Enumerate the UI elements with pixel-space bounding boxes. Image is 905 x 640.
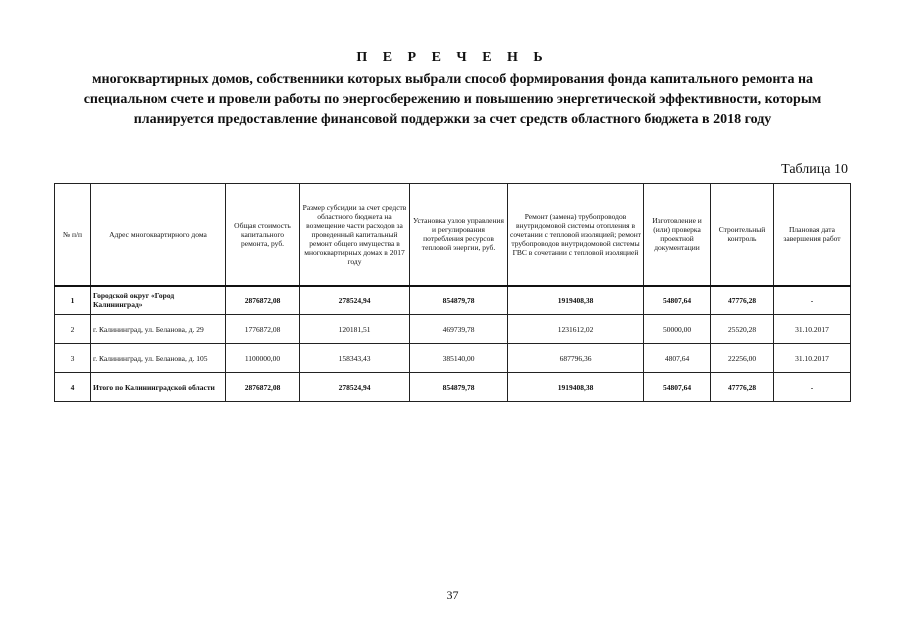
table-cell: 4807,64 xyxy=(644,344,711,373)
table-cell: 47776,28 xyxy=(711,373,774,402)
table-cell: 22256,00 xyxy=(711,344,774,373)
table-row xyxy=(55,286,851,315)
table-cell: 385140,00 xyxy=(410,344,508,373)
table-cell: 2 xyxy=(55,315,91,344)
column-header: Размер субсидии за счет средств областного бюджета на возмещение части расходов за проведенный капитальный ремонт общего имущества в многоквартирных домах в 2017 году xyxy=(300,184,410,286)
address-cell: Городской округ «Город Калининград» xyxy=(91,286,226,315)
table-cell: 1919408,38 xyxy=(508,373,644,402)
table-cell: 31.10.2017 xyxy=(774,315,851,344)
table-cell: 2876872,08 xyxy=(226,286,300,315)
table-cell: 31.10.2017 xyxy=(774,344,851,373)
column-header: Адрес многоквартирного дома xyxy=(91,184,226,286)
table-cell: 2876872,08 xyxy=(226,373,300,402)
column-header: Изготовление и (или) проверка проектной документации xyxy=(644,184,711,286)
table-cell: 120181,51 xyxy=(300,315,410,344)
document-title: П Е Р Е Ч Е Н Ь xyxy=(356,50,549,65)
address-cell: г. Калининград, ул. Беланова, д. 105 xyxy=(91,344,226,373)
table-cell: 54807,64 xyxy=(644,286,711,315)
table-row xyxy=(55,373,851,402)
column-header: Общая стоимость капитального ремонта, руб. xyxy=(226,184,300,286)
table-label: Таблица 10 xyxy=(781,162,848,177)
table-cell: 1231612,02 xyxy=(508,315,644,344)
register-table xyxy=(54,183,851,402)
column-header: Ремонт (замена) трубопроводов внутридомовой системы отопления в сочетании с тепловой изоляцией; ремонт трубопроводов внутридомовой системы ГВС в сочетании с тепловой изоляцией xyxy=(508,184,644,286)
table-cell: 854879,78 xyxy=(410,286,508,315)
table-cell: - xyxy=(774,373,851,402)
table-cell: 469739,78 xyxy=(410,315,508,344)
document-subtitle: многоквартирных домов, собственники которых выбрали способ формирования фонда капитального ремонта на специальном счете и провели работы по энергосбережению и повышению энергетической эффективности, которым планируется предоставление финансовой поддержки за счет средств областного бюджета в 2018 году xyxy=(83,72,822,127)
table-cell: 3 xyxy=(55,344,91,373)
table-cell: 158343,43 xyxy=(300,344,410,373)
table-row xyxy=(55,315,851,344)
table-cell: 47776,28 xyxy=(711,286,774,315)
table-header-row xyxy=(55,184,851,286)
address-cell: Итого по Калининградской области xyxy=(91,373,226,402)
column-header: Установка узлов управления и регулирования потребления ресурсов тепловой энергии, руб. xyxy=(410,184,508,286)
document-heading xyxy=(60,48,845,130)
table-cell: 4 xyxy=(55,373,91,402)
table-cell: 1919408,38 xyxy=(508,286,644,315)
table-cell: 54807,64 xyxy=(644,373,711,402)
page-number: 37 xyxy=(446,588,459,602)
table-cell: 25520,28 xyxy=(711,315,774,344)
column-header: Строительный контроль xyxy=(711,184,774,286)
table-row xyxy=(55,344,851,373)
table-cell: 278524,94 xyxy=(300,286,410,315)
table-cell: - xyxy=(774,286,851,315)
table-cell: 278524,94 xyxy=(300,373,410,402)
table-cell: 854879,78 xyxy=(410,373,508,402)
address-cell: г. Калининград, ул. Беланова, д. 29 xyxy=(91,315,226,344)
table-body xyxy=(55,286,851,402)
table-cell: 1776872,08 xyxy=(226,315,300,344)
table-cell: 1100000,00 xyxy=(226,344,300,373)
column-header: № п/п xyxy=(55,184,91,286)
table-cell: 1 xyxy=(55,286,91,315)
table-cell: 687796,36 xyxy=(508,344,644,373)
table-cell: 50000,00 xyxy=(644,315,711,344)
column-header: Плановая дата завершения работ xyxy=(774,184,851,286)
